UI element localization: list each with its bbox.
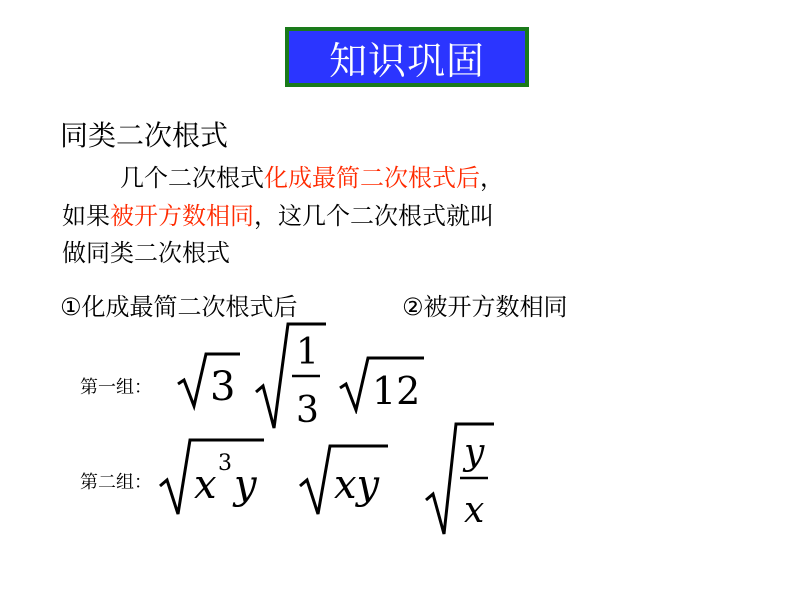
definition-line-3: 做同类二次根式 (62, 239, 230, 267)
definition-line-2 (62, 196, 494, 231)
definition-emphasis: 被开方数相同 (110, 202, 254, 230)
definition-line-1 (120, 158, 504, 193)
sqrt-3 (176, 350, 242, 412)
definition-emphasis: 化成最简二次根式后 (264, 164, 480, 192)
radicand-base: x (194, 462, 217, 508)
radicand: xy (334, 462, 380, 508)
radicand-tail: y (234, 462, 257, 508)
definition-text: ， (480, 164, 504, 192)
group-2-label: 第二组： (80, 472, 152, 493)
sqrt-one-third (254, 318, 328, 436)
radicand: 12 (372, 369, 421, 413)
group-1-label: 第一组： (80, 377, 152, 398)
sqrt-12 (338, 354, 426, 414)
fraction-numerator: y (464, 432, 485, 473)
section-heading: 同类二次根式 (60, 119, 229, 152)
title-banner (285, 27, 529, 87)
radicand: 3 (210, 364, 236, 410)
condition-2: ②被开方数相同 (402, 293, 568, 321)
sqrt-xy (298, 440, 390, 518)
definition-text: 几个二次根式 (120, 164, 264, 192)
definition-text: ，这几个二次根式就叫 (254, 202, 494, 230)
sqrt-y-over-x (424, 418, 496, 540)
fraction-denominator: x (464, 490, 485, 531)
definition-text: 如果 (62, 202, 110, 230)
sqrt-x3y (158, 434, 266, 518)
fraction-denominator: 3 (296, 390, 319, 431)
fraction-numerator: 1 (296, 332, 319, 373)
exponent: 3 (218, 451, 232, 476)
condition-1: ①化成最简二次根式后 (60, 293, 298, 321)
page-title: 知识巩固 (328, 38, 485, 83)
